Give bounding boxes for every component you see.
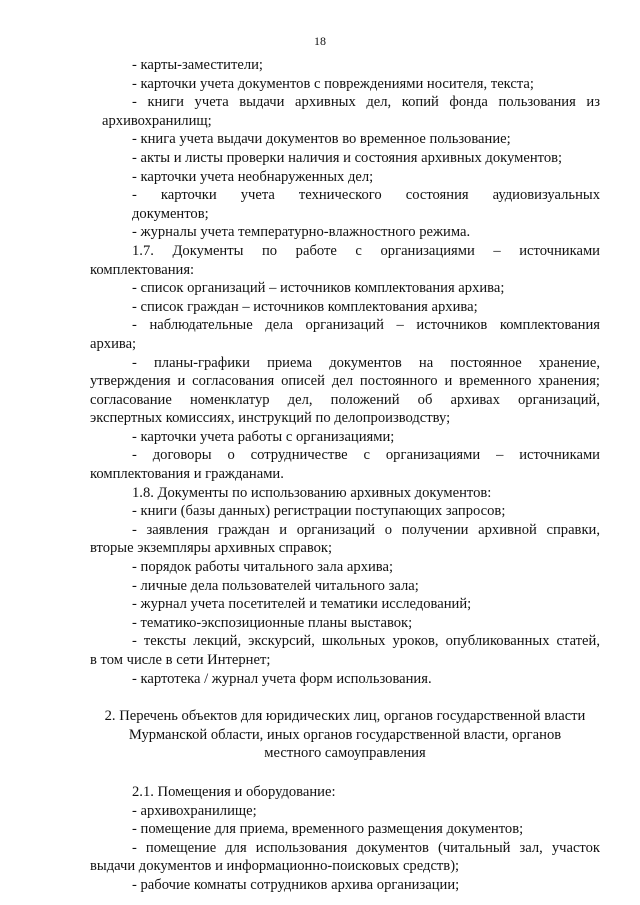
text-line: - журналы учета температурно-влажностного режима. [132, 224, 471, 241]
text-line: - помещение для использования документов (читальный зал, участок [132, 839, 600, 856]
text-line: архива; [90, 335, 137, 352]
section-heading-2 [90, 707, 600, 763]
text-line: документов; [132, 205, 209, 222]
text-line: - карточки учета технического состояния аудиовизуальных [132, 187, 600, 204]
text-line: - список граждан – источников комплектования архива; [132, 298, 478, 315]
text-line: - книги учета выдачи архивных дел, копий фонда пользования из [132, 94, 600, 111]
text-line: - карточки учета работы с организациями; [132, 428, 395, 445]
text-line: - личные дела пользователей читального зала; [132, 577, 419, 594]
heading-line: 2. Перечень объектов для юридических лиц, органов государственной власти [104, 708, 586, 725]
page-number: 18 [314, 34, 326, 48]
text-line: - рабочие комнаты сотрудников архива организации; [132, 876, 460, 893]
text-line: - список организаций – источников комплектования архива; [132, 280, 505, 297]
text-line: выдачи документов и информационно-поисковых средств); [90, 858, 460, 875]
text-line: - договоры о сотрудничестве с организациями – источниками [132, 447, 600, 464]
text-line: - книга учета выдачи документов во временное пользование; [132, 131, 511, 148]
text-line: - книги (базы данных) регистрации поступающих запросов; [132, 503, 506, 520]
text-line: архивохранилищ; [102, 112, 212, 129]
text-line: - порядок работы читального зала архива; [132, 559, 394, 576]
text-line: - акты и листы проверки наличия и состояния архивных документов; [132, 149, 563, 166]
text-line: согласование номенклатур дел, положений об архивах организаций, [90, 391, 600, 408]
text-line: 1.8. Документы по использованию архивных документов: [132, 484, 492, 501]
list-block-1 [90, 56, 600, 688]
spacer [90, 763, 600, 783]
text-line: - заявления граждан и организаций о получении архивной справки, [132, 521, 600, 538]
text-line: - журнал учета посетителей и тематики исследований; [132, 596, 472, 613]
text-line: комплектования и гражданами. [90, 466, 284, 483]
text-line: комплектования: [90, 261, 195, 278]
text-line: - помещение для приема, временного размещения документов; [132, 821, 524, 838]
text-line: экспертных комиссиях, инструкций по делопроизводству; [90, 410, 451, 427]
text-line: вторые экземпляры архивных справок; [90, 540, 333, 557]
text-line: - тексты лекций, экскурсий, школьных уроков, опубликованных статей, [132, 633, 600, 650]
text-line: 2.1. Помещения и оборудование: [132, 783, 336, 800]
text-line: - планы-графики приема документов на постоянное хранение, [132, 354, 600, 371]
text-line: - карточки учета необнаруженных дел; [132, 168, 374, 185]
spacer [90, 688, 600, 707]
document-body [90, 56, 600, 895]
text-line: утверждения и согласования описей дел постоянного и временного хранения; [90, 373, 600, 390]
text-line: - карточки учета документов с повреждениями носителя, текста; [132, 75, 534, 92]
list-block-2 [90, 783, 600, 895]
text-line: в том числе в сети Интернет; [90, 652, 271, 668]
text-line: - карты-заместители; [132, 57, 263, 73]
heading-line: местного самоуправления [264, 745, 426, 762]
text-line: - тематико-экспозиционные планы выставок; [132, 614, 413, 631]
text-line: - наблюдательные дела организаций – источников комплектования [132, 317, 600, 334]
text-line: - архивохранилище; [132, 802, 257, 819]
text-line: 1.7. Документы по работе с организациями – источниками [132, 242, 600, 259]
text-line: - картотека / журнал учета форм использования. [132, 670, 432, 687]
heading-line: Мурманской области, иных органов государственной власти, органов [128, 726, 562, 743]
